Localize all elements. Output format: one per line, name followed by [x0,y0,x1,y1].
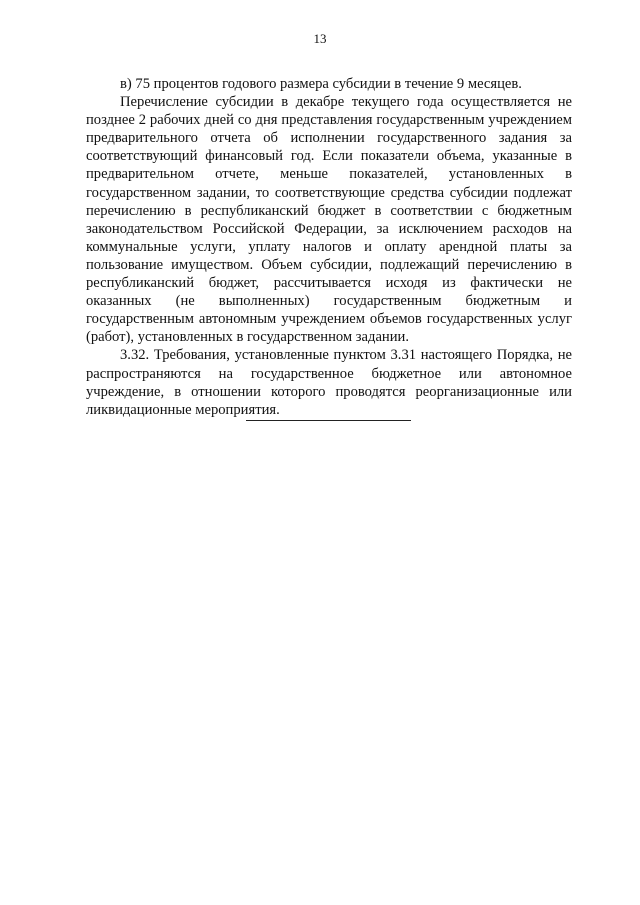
paragraph-december-transfer: Перечисление субсидии в декабре текущего года осуществляется не позднее 2 рабочих дней со дня представления государственным учреждением предварительного отчета об исполнении государственного задания за соответствующий финансовый год. Если показатели объема, указанные в предварительном отчете, меньше показателей, установленных в государственном задании, то соответствующие средства субсидии подлежат перечислению в республиканский бюджет в соответствии с бюджетным законодательством Российской Федерации, за исключением расходов на коммунальные услуги, уплату налогов и оплату арендной платы за пользование имуществом. Объем субсидии, подлежащий перечислению в республиканский бюджет, рассчитывается исходя из фактически не оказанных (не выполненных) государственным бюджетным и государственным автономным учреждением объемов государственных услуг (работ), установленных в государственном задании. [86,94,572,346]
end-of-text-divider [246,420,411,421]
paragraph-subsidy-75-percent: в) 75 процентов годового размера субсидии в течение 9 месяцев. [120,76,522,92]
paragraph-3-32-requirements: 3.32. Требования, установленные пунктом 3.31 настоящего Порядка, не распространяются на государственное бюджетное или автономное учреждение, в отношении которого проводятся реорганизационные или ликвидационные мероприятия. [86,347,572,418]
page-number: 13 [313,31,327,46]
document-body [86,75,572,419]
